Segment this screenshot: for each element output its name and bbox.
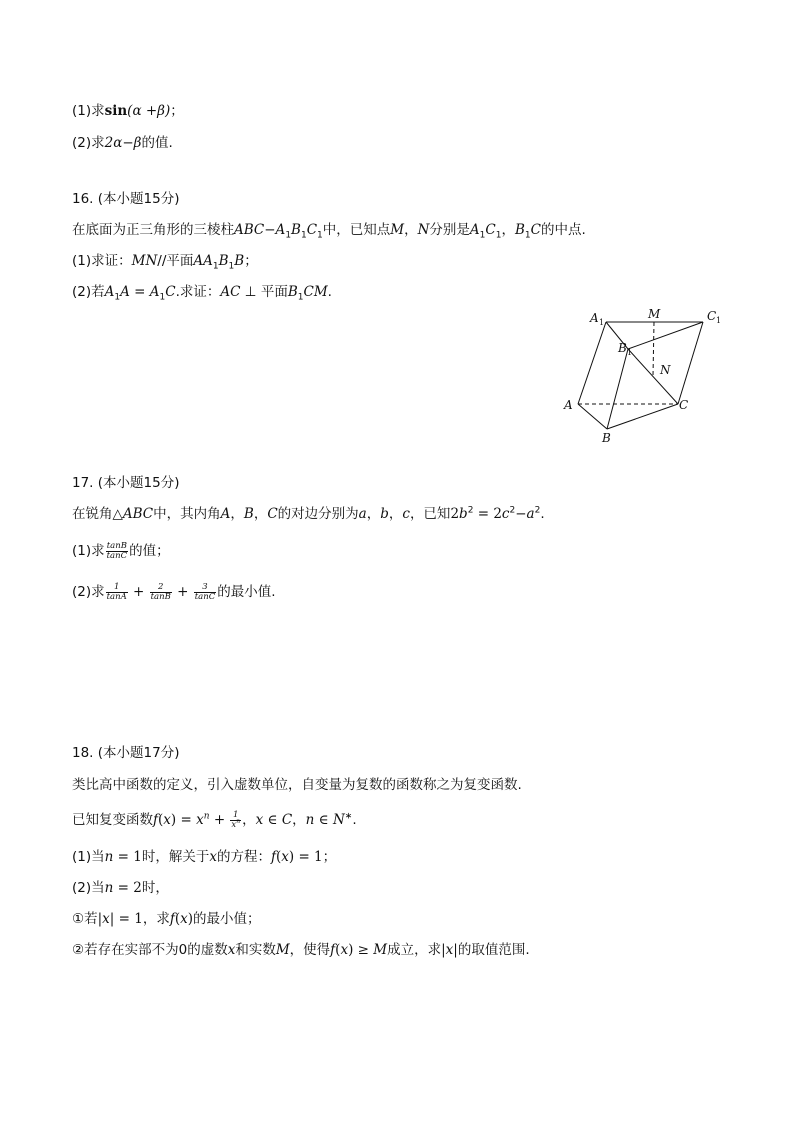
label-b: B <box>602 431 611 445</box>
edge-ab <box>578 404 607 429</box>
q15-part1: (1)求sin(α +β)； <box>72 103 184 119</box>
svg-text:1: 1 <box>599 318 605 327</box>
q17-header: 17. (本小题15分) <box>72 475 180 491</box>
label-c: C <box>679 398 689 412</box>
q18-sub2: ②若存在实部不为0的虚数x和实数M，使得f(x) ≥ M成立，求|x|的取值范围. <box>72 942 530 958</box>
edge-a1a <box>578 322 606 404</box>
label-a1: A <box>590 311 599 325</box>
fraction-3-tanc: $\frac{3}{\tan C}$ <box>194 581 216 602</box>
q16-part1: (1)求证：MN//平面$AA_1B_1B$； <box>72 253 258 272</box>
q17-part2: (2)求 $\frac{1}{\tan A}$ + $\frac{2}{\tan B}$ + $\frac{3}{\tan C}$ 的最小值. <box>72 581 276 602</box>
q18-sub1: ①若|x| = 1，求f(x)的最小值； <box>72 911 261 927</box>
edge-bc <box>607 404 678 429</box>
edge-b1b <box>607 349 628 429</box>
q18-part2: (2)当n = 2时， <box>72 880 169 896</box>
q17-stem: 在锐角△ABC中，其内角A，B，C的对边分别为a，b，c，已知$2b^2 = 2c^2-a^2$. <box>72 505 545 522</box>
q18-intro: 类比高中函数的定义，引入虚数单位，自变量为复数的函数称之为复变函数. <box>72 777 522 793</box>
q18-given: 已知复变函数$f(x) = x^n$ + $\frac{1}{x^n}$ ，x ∈ C，n ∈ N∗. <box>72 809 357 830</box>
prism-figure <box>560 305 730 445</box>
q18-part1: (1)当n = 1时，解关于x的方程：f(x) = 1； <box>72 849 337 865</box>
label-m: M <box>648 307 661 321</box>
q16-part2: (2)若$A_1A = A_1C$.求证：AC ⊥ 平面$B_1CM$. <box>72 284 332 303</box>
edge-b1c1 <box>628 322 703 349</box>
q16-header: 16. (本小题15分) <box>72 191 180 207</box>
q15-part2: (2)求2α−β的值. <box>72 135 173 151</box>
segment-mn <box>653 322 654 376</box>
svg-text:1: 1 <box>716 316 722 325</box>
label-b1: B <box>618 341 627 355</box>
svg-text:1: 1 <box>627 348 633 357</box>
q17-part1: (1)求 $\frac{\tan B}{\tan C}$ 的值； <box>72 540 170 561</box>
q16-stem: 在底面为正三角形的三棱柱$ABC-A_1B_1C_1$中，已知点M，N分别是$A_1C_1$，$B_1C$的中点. <box>72 222 586 241</box>
fraction-tanb-tanc: $\frac{\tan B}{\tan C}$ <box>106 540 128 561</box>
fraction-2-tanb: $\frac{2}{\tan B}$ <box>150 581 171 602</box>
label-c1: C <box>707 309 717 323</box>
label-n: N <box>660 363 671 377</box>
fraction-1-tana: $\frac{1}{\tan A}$ <box>106 581 127 602</box>
label-a: A <box>564 398 573 412</box>
q18-header: 18. (本小题17分) <box>72 745 180 761</box>
edge-c1c <box>678 322 703 404</box>
fraction-1-xn: $\frac{1}{x^n}$ <box>231 809 241 830</box>
